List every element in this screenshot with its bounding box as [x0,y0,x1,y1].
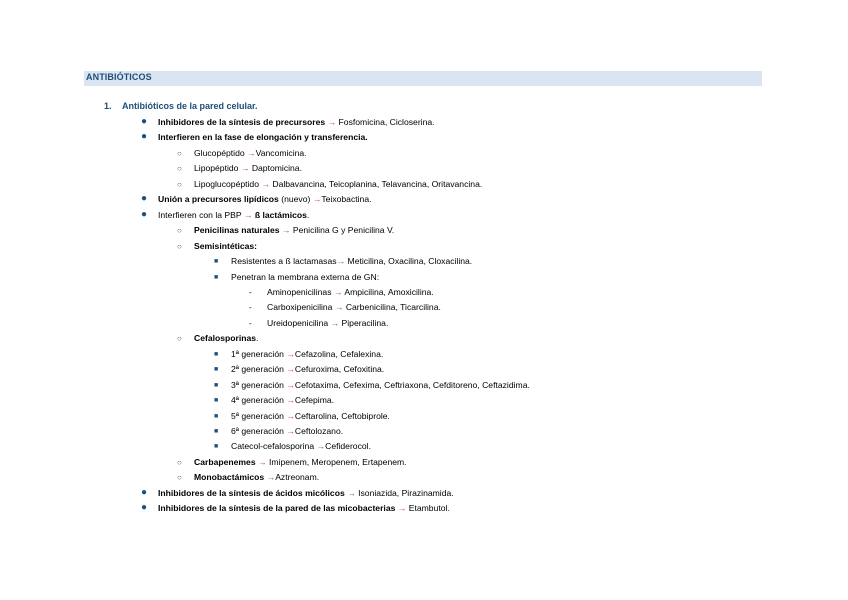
list-marker-level-3: ■ [214,413,219,420]
arrow-icon: → [258,457,267,467]
list-marker-level-2: ○ [177,180,182,189]
list-marker-level-3: ■ [214,274,219,281]
item-text: Lipoglucopéptido [194,179,262,189]
list-item [231,395,334,406]
item-result-text: Fosfomicina, Cicloserina. [336,117,435,127]
list-marker-level-2: ○ [177,149,182,158]
list-marker-level-1: ● [141,131,148,142]
list-item [267,318,388,329]
list-item [231,256,472,267]
list-item [158,210,309,221]
list-item [158,488,454,499]
arrow-icon: → [316,441,326,451]
list-marker-level-2: ○ [177,458,182,467]
item-text: (nuevo) [278,194,313,204]
list-marker-level-3: ■ [214,351,219,358]
arrow-icon: → [286,380,295,390]
arrow-icon: → [334,302,344,312]
item-result-text: Cefiderocol. [325,441,371,451]
list-item [231,364,384,375]
arrow-icon: → [243,210,253,220]
item-result-text: Vancomicina. [255,148,307,158]
item-text: 6ª generación [231,426,287,436]
list-marker-level-2: ○ [177,164,182,173]
item-text: Ureidopenicilina [267,318,331,328]
item-result-text: Cefepima. [294,395,335,405]
item-text: Aminopenicilinas [267,287,334,297]
arrow-icon: → [240,163,250,173]
section-number: 1. [104,101,112,111]
list-item [194,179,482,190]
arrow-icon: → [266,472,276,482]
item-text: 3ª generación [231,380,287,390]
list-marker-level-2: ○ [177,473,182,482]
list-marker-level-1: ● [141,209,148,220]
list-item [231,441,371,452]
list-item [231,411,390,422]
list-item [194,241,257,252]
item-result-text: Teixobactina. [321,194,372,204]
item-result-text: Ceftarolina, Ceftobiprole. [294,411,390,421]
item-bold-text: Inhibidores de la síntesis de la pared de las micobacterias [158,503,396,513]
section-title: Antibióticos de la pared celular. [122,101,258,111]
item-bold-text: Penicilinas naturales [194,225,280,235]
item-text: 1ª generación [231,349,287,359]
arrow-icon: → [336,256,346,266]
item-text: Interfieren con la PBP [158,210,244,220]
item-result-text: Etambutol. [406,503,450,513]
list-item [231,426,343,437]
item-result-text: Cefazolina, Cefalexina. [294,349,384,359]
list-marker-level-1: ● [141,116,148,127]
arrow-icon: → [286,364,295,374]
list-item [194,333,258,344]
item-bold-text: Inhibidores de la síntesis de ácidos micólicos [158,488,345,498]
list-item [158,194,372,205]
list-marker-level-3: ■ [214,428,219,435]
list-item [158,503,450,514]
item-result-text: Penicilina G y Penicilina V. [290,225,395,235]
item-result-text: Isoniazida, Pirazinamida. [355,488,454,498]
item-result-text: Meticilina, Oxacilina, Cloxacilina. [345,256,473,266]
item-result-text: Dalbavancina, Teicoplanina, Telavancina, Oritavancina. [269,179,483,189]
list-item [194,163,302,174]
arrow-icon: → [286,395,295,405]
list-item [231,380,530,391]
item-result-text: Ampicilina, Amoxicilina. [342,287,434,297]
list-marker-level-2: ○ [177,226,182,235]
arrow-icon: → [327,117,337,127]
list-item [158,132,368,143]
item-result-text: Aztreonam. [275,472,320,482]
list-marker-level-1: ● [141,193,148,204]
list-marker-level-3: ■ [214,443,219,450]
item-bold-text: Interfieren en la fase de elongación y transferencia. [158,132,368,142]
section-header-bar [84,71,762,86]
item-result-text: Piperacilina. [339,318,389,328]
arrow-icon: → [247,148,256,158]
list-item [194,225,394,236]
list-marker-level-2: ○ [177,242,182,251]
item-text: Lipopéptido [194,163,241,173]
list-item [231,349,383,360]
item-result-text: . [256,333,259,343]
list-marker-level-4: - [249,288,252,297]
list-item [194,457,407,468]
list-marker-level-3: ■ [214,258,219,265]
item-result-text: Daptomicina. [249,163,302,173]
list-item [194,472,319,483]
list-item [267,302,441,313]
item-bold-text: Cefalosporinas [194,333,257,343]
item-result-text: Imipenem, Meropenem, Ertapenem. [266,457,407,467]
list-marker-level-3: ■ [214,397,219,404]
list-item [194,148,307,159]
item-result-text: Cefuroxima, Cefoxitina. [294,364,385,374]
item-text: Glucopéptido [194,148,248,158]
arrow-icon: → [397,503,407,513]
item-text: Carboxipenicilina [267,302,335,312]
list-marker-level-4: - [249,319,252,328]
item-bold-text: ß lactámicos [254,210,307,220]
list-item [231,272,379,283]
item-text: Penetran la membrana externa de GN: [231,272,380,282]
item-tail-text: . [306,210,310,220]
arrow-icon: → [261,179,270,189]
header-title: ANTIBIÓTICOS [86,72,152,82]
list-marker-level-1: ● [141,487,148,498]
item-text: Catecol-cefalosporina [231,441,317,451]
arrow-icon: → [281,225,291,235]
arrow-icon: → [286,411,295,421]
item-result-text: Cefotaxima, Cefexima, Ceftriaxona, Cefditoreno, Ceftazidima. [294,380,530,390]
item-result-text: Ceftolozano. [294,426,344,436]
list-item [267,287,434,298]
arrow-icon: → [312,194,322,204]
item-text: 4ª generación [231,395,287,405]
item-text: Resistentes a ß lactamasas [231,256,337,266]
list-marker-level-3: ■ [214,366,219,373]
item-result-text: Carbenicilina, Ticarcilina. [343,302,441,312]
item-text: 2ª generación [231,364,287,374]
list-item [158,117,435,128]
item-bold-text: Inhibidores de la síntesis de precursores [158,117,326,127]
list-marker-level-2: ○ [177,334,182,343]
item-bold-text: Carbapenemes [194,457,256,467]
arrow-icon: → [286,426,295,436]
item-bold-text: Semisintéticas: [194,241,258,251]
item-bold-text: Unión a precursores lipídicos [158,194,279,204]
item-text: 5ª generación [231,411,287,421]
arrow-icon: → [347,488,356,498]
arrow-icon: → [286,349,295,359]
item-bold-text: Monobactámicos [194,472,265,482]
list-marker-level-1: ● [141,502,148,513]
list-marker-level-4: - [249,303,252,312]
arrow-icon: → [333,287,343,297]
list-marker-level-3: ■ [214,382,219,389]
arrow-icon: → [330,318,340,328]
